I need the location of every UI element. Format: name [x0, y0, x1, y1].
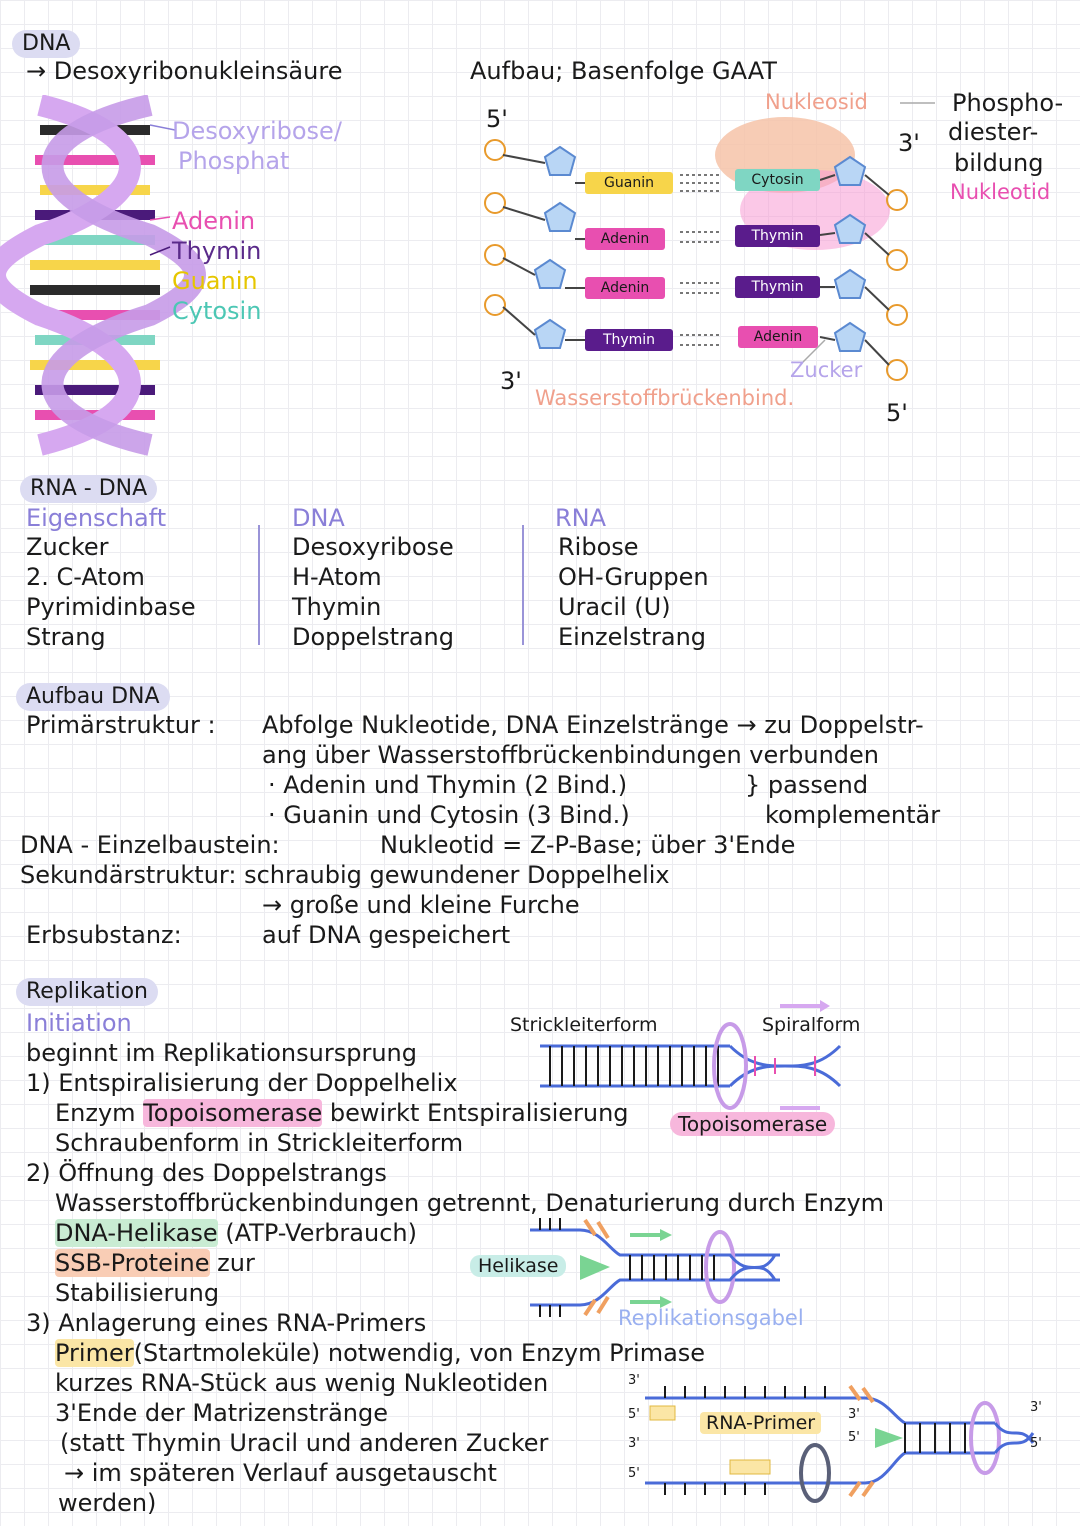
diag-5prime-a: 5' — [628, 1407, 640, 1422]
step3a-line — [55, 1338, 705, 1368]
base-right-1: Cytosin — [735, 169, 820, 191]
topoisomerase-highlight: Topoisomerase — [143, 1099, 323, 1127]
row4-prop: Strang — [26, 623, 106, 651]
label-phosphat: Phosphat — [178, 147, 290, 175]
step3f-text: werden) — [58, 1489, 157, 1517]
strand-3prime-top: 3' — [898, 129, 920, 157]
einzel-label: DNA - Einzelbaustein: — [20, 831, 280, 859]
diag-3prime-a: 3' — [628, 1373, 640, 1388]
header-rna: RNA — [555, 504, 607, 532]
row3-dna: Thymin — [292, 593, 382, 621]
replikation-tag: Replikation — [16, 978, 158, 1006]
table-divider-2 — [522, 525, 524, 645]
row1-rna: Ribose — [558, 533, 639, 561]
einzel-text: Nukleotid = Z-P-Base; über 3'Ende — [380, 831, 796, 859]
row2-dna: H-Atom — [292, 563, 382, 591]
primer-diagram — [635, 1378, 1055, 1508]
step1a-pre: Enzym — [55, 1099, 136, 1127]
table-divider-1 — [258, 525, 260, 645]
label-guanin: Guanin — [172, 267, 258, 295]
bullet-adenin-thymin: · Adenin und Thymin (2 Bind.) — [268, 771, 628, 799]
step2c-post: zur — [217, 1249, 255, 1277]
row4-rna: Einzelstrang — [558, 623, 707, 651]
step2d-text: Stabilisierung — [55, 1279, 220, 1307]
label-phosphodiester-1: Phospho- — [952, 89, 1064, 117]
row2-rna: OH-Gruppen — [558, 563, 709, 591]
step3d-text: (statt Thymin Uracil und anderen Zucker — [60, 1429, 549, 1457]
step2a-text: Wasserstoffbrückenbindungen getrennt, Denaturierung durch Enzym — [55, 1189, 885, 1217]
header-dna: DNA — [292, 504, 345, 532]
row1-dna: Desoxyribose — [292, 533, 454, 561]
strand-3prime-bottom: 3' — [500, 367, 522, 395]
step2b-post: (ATP-Verbrauch) — [225, 1219, 417, 1247]
diag-strickleiter-label: Strickleiterform — [510, 1014, 658, 1036]
diag-primer-label: RNA-Primer — [700, 1412, 821, 1434]
diag-5prime-d: 5' — [1030, 1436, 1042, 1451]
label-nukleosid: Nukleosid — [765, 90, 868, 114]
base-right-2: Thymin — [735, 225, 820, 247]
erb-text: auf DNA gespeichert — [262, 921, 511, 949]
step3b-text: kurzes RNA-Stück aus wenig Nukleotiden — [55, 1369, 549, 1397]
diag-helikase-label: Helikase — [470, 1255, 566, 1277]
bullet-guanin-cytosin: · Guanin und Cytosin (3 Bind.) — [268, 801, 630, 829]
step2c-line — [55, 1248, 255, 1278]
erb-label: Erbsubstanz: — [26, 921, 182, 949]
beginnt-text: beginnt im Replikationsursprung — [26, 1039, 417, 1067]
primaer-label: Primärstruktur : — [26, 711, 216, 739]
step3e-text: → im späteren Verlauf ausgetauscht — [64, 1459, 497, 1487]
label-phosphodiester-3: bildung — [954, 149, 1044, 177]
label-thymin: Thymin — [172, 237, 262, 265]
label-adenin: Adenin — [172, 207, 256, 235]
base-left-4: Thymin — [585, 329, 673, 351]
ssb-highlight: SSB-Proteine — [55, 1249, 210, 1277]
brace-komplementaer: komplementär — [765, 801, 941, 829]
diag-spiral-label: Spiralform — [762, 1014, 861, 1036]
primer-highlight: Primer — [55, 1339, 134, 1367]
label-nukleotid: Nukleotid — [950, 180, 1051, 204]
row2-prop: 2. C-Atom — [26, 563, 145, 591]
initiation-heading: Initiation — [26, 1009, 132, 1037]
row1-prop: Zucker — [26, 533, 109, 561]
helikase-highlight: DNA-Helikase — [55, 1219, 218, 1247]
step3-text: 3) Anlagerung eines RNA-Primers — [26, 1309, 427, 1337]
dna-subtitle: → Desoxyribonukleinsäure — [26, 57, 343, 85]
furche-text: → große und kleine Furche — [262, 891, 580, 919]
row3-prop: Pyrimidinbase — [26, 593, 196, 621]
header-eigenschaft: Eigenschaft — [26, 504, 167, 532]
brace-passend: } passend — [745, 771, 869, 799]
label-desoxyribose: Desoxyribose/ — [172, 117, 342, 145]
step2-text: 2) Öffnung des Doppelstrangs — [26, 1159, 387, 1187]
diag-5prime-c: 5' — [848, 1430, 860, 1445]
step3a-post: (Startmoleküle) notwendig, von Enzym Primase — [133, 1339, 706, 1367]
primaer-text-2: ang über Wasserstoffbrückenbindungen verbunden — [262, 741, 880, 769]
step2b-line — [55, 1218, 417, 1248]
strand-5prime-bottom: 5' — [886, 399, 908, 427]
step3c-text: 3'Ende der Matrizenstränge — [55, 1399, 388, 1427]
sekundaer-text: Sekundärstruktur: schraubig gewundener Doppelhelix — [20, 861, 670, 889]
structure-title: Aufbau; Basenfolge GAAT — [470, 57, 777, 85]
label-cytosin: Cytosin — [172, 297, 262, 325]
step1b-text: Schraubenform in Strickleiterform — [55, 1129, 464, 1157]
step1a-post: bewirkt Entspiralisierung — [329, 1099, 629, 1127]
primaer-text-1: Abfolge Nukleotide, DNA Einzelstränge → zu Doppelstr- — [262, 711, 924, 739]
step1-text: 1) Entspiralisierung der Doppelhelix — [26, 1069, 458, 1097]
diag-topo-label: Topoisomerase — [670, 1112, 835, 1136]
rna-dna-tag: RNA - DNA — [20, 475, 157, 503]
aufbau-tag: Aufbau DNA — [16, 683, 170, 711]
strand-5prime-top: 5' — [486, 105, 508, 133]
base-left-1: Guanin — [585, 172, 673, 194]
base-right-3: Thymin — [735, 276, 820, 298]
dna-section-tag: DNA — [12, 30, 80, 58]
row4-dna: Doppelstrang — [292, 623, 454, 651]
diag-5prime-b: 5' — [628, 1466, 640, 1481]
diag-3prime-b: 3' — [628, 1436, 640, 1451]
diag-3prime-c: 3' — [848, 1407, 860, 1422]
label-wasserstoff: Wasserstoffbrückenbind. — [535, 386, 795, 410]
label-zucker: Zucker — [790, 358, 863, 382]
label-phosphodiester-2: diester- — [948, 118, 1039, 146]
diag-3prime-d: 3' — [1030, 1400, 1042, 1415]
row3-rna: Uracil (U) — [558, 593, 671, 621]
dna-strand-diagram — [475, 95, 935, 425]
base-left-3: Adenin — [585, 277, 665, 299]
diag-gabel-label: Replikationsgabel — [618, 1306, 804, 1330]
base-right-4: Adenin — [738, 326, 818, 348]
base-left-2: Adenin — [585, 228, 665, 250]
